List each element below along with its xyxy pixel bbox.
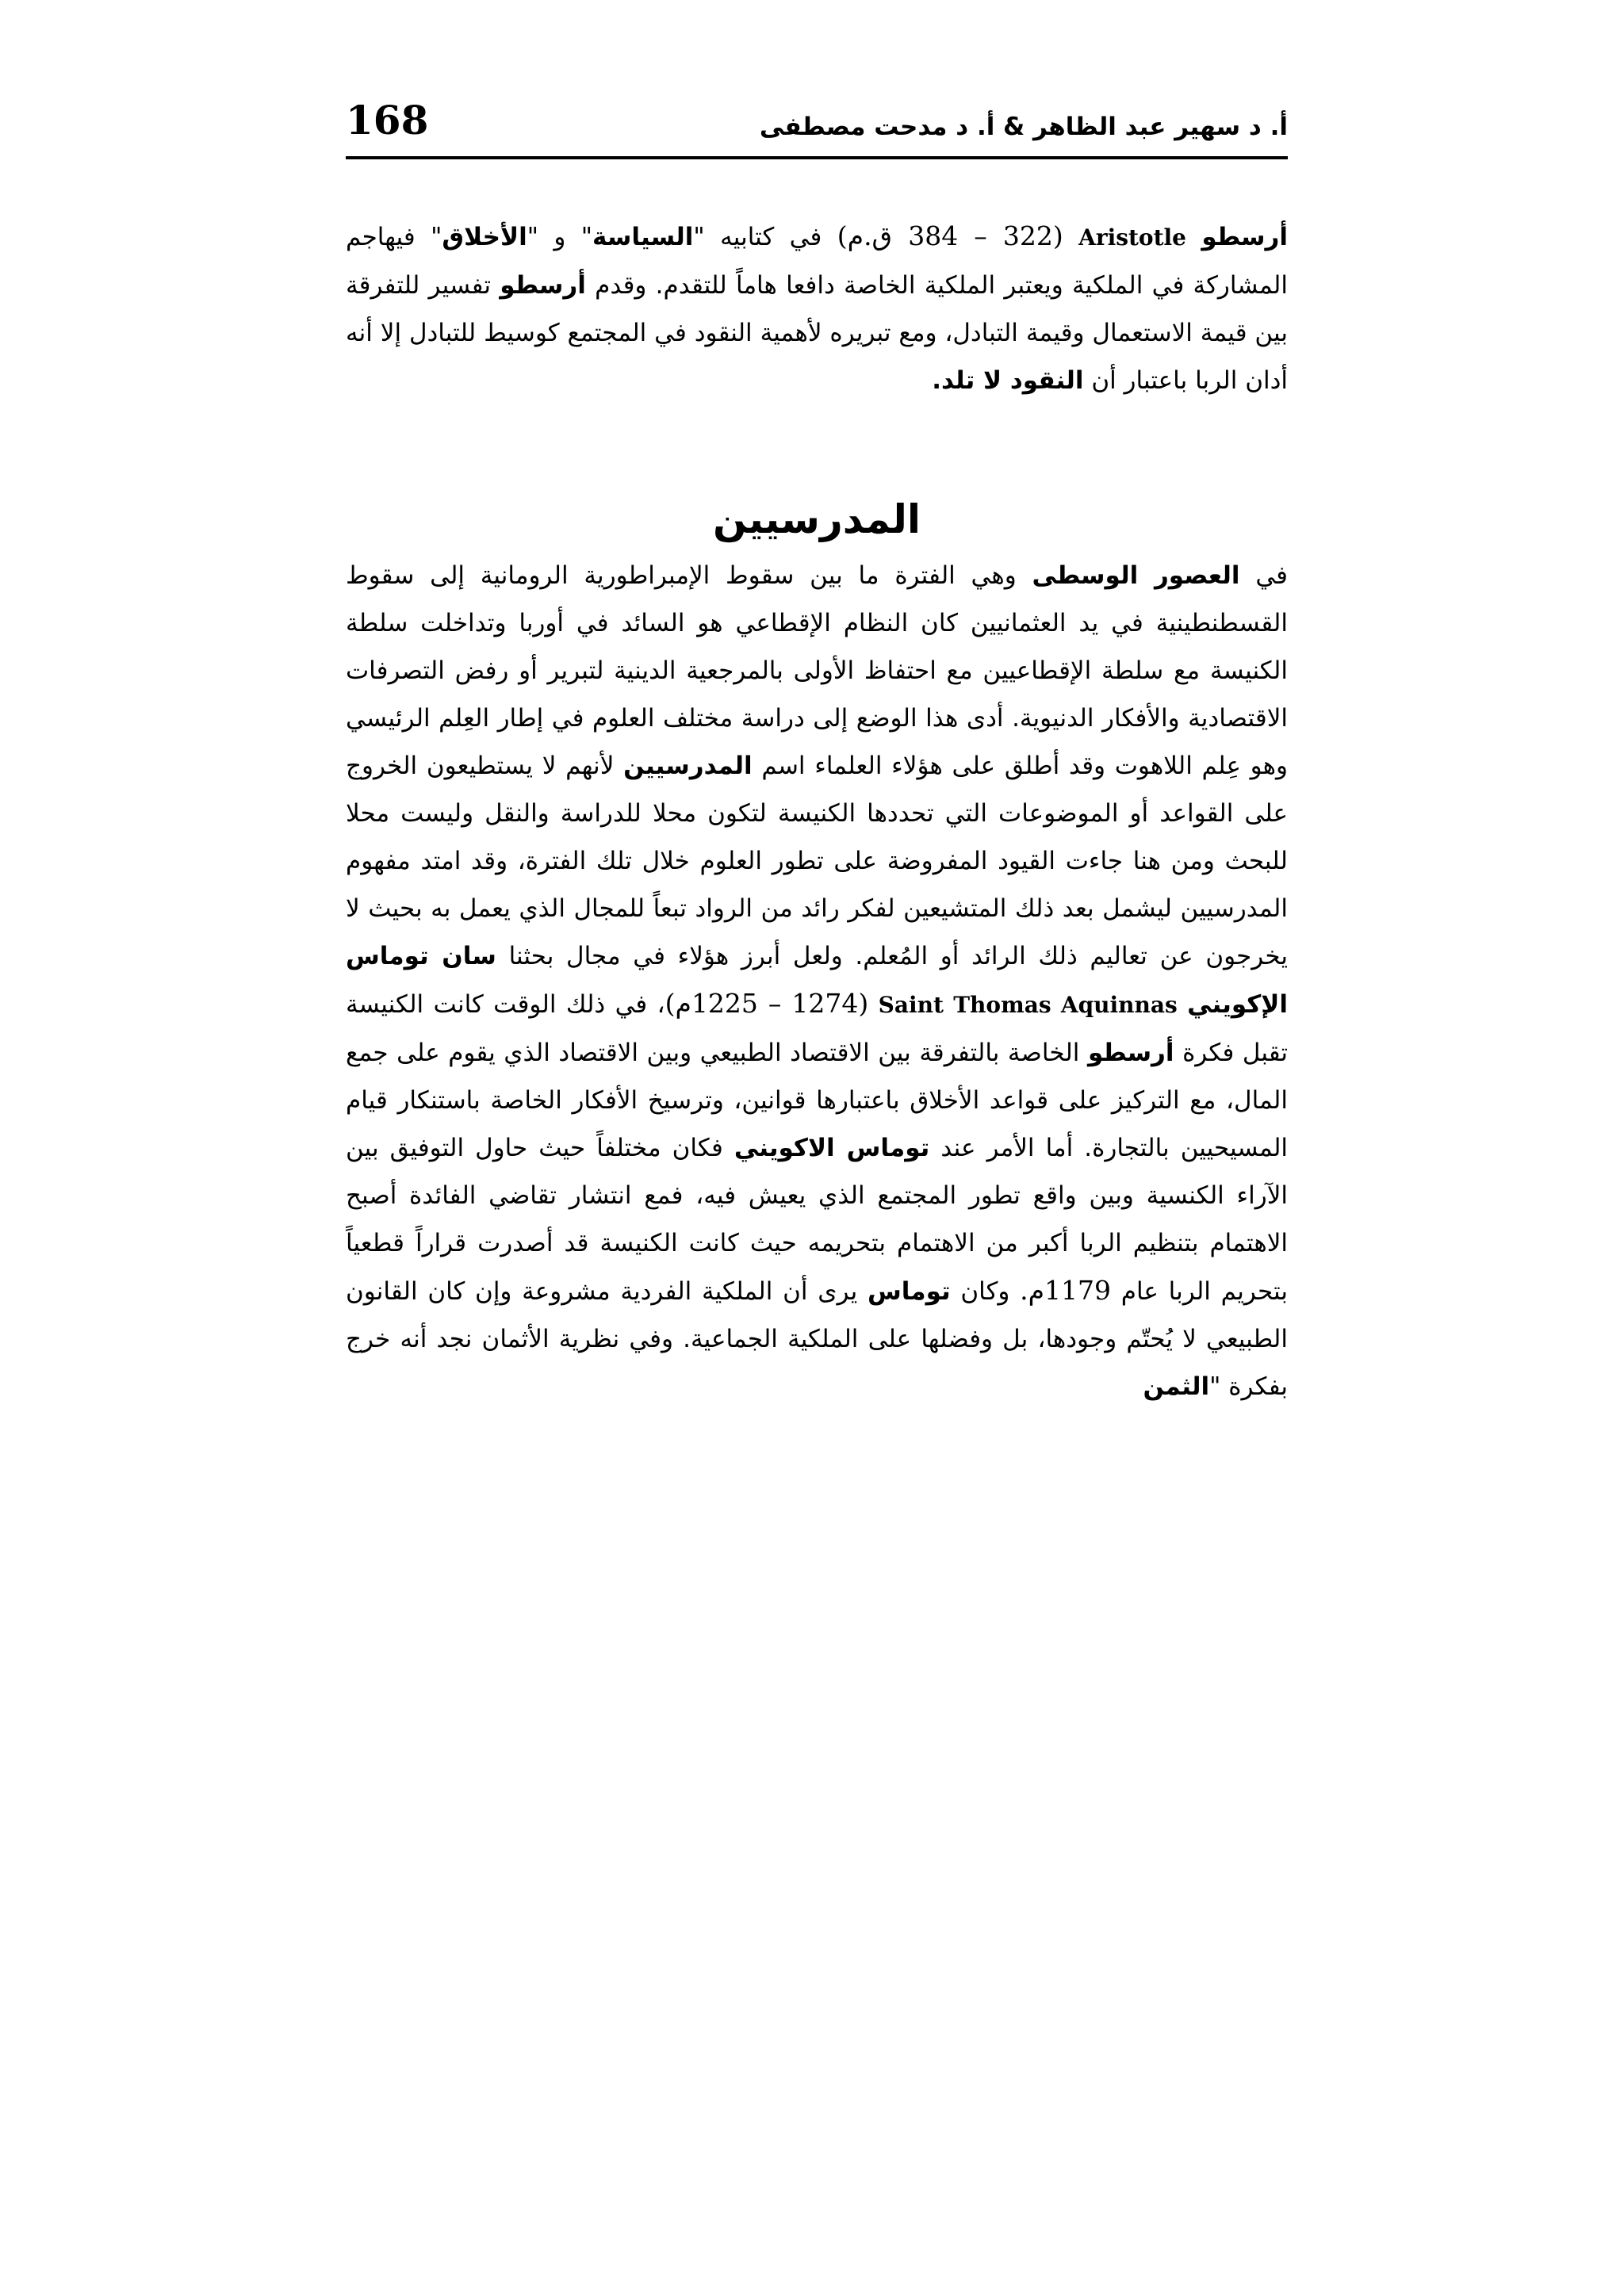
bold-term: الأخلاق <box>442 223 527 251</box>
running-head-authors: أ. د سهير عبد الظاهر & أ. د مدحت مصطفى <box>759 113 1288 141</box>
text-run: " و " <box>527 223 593 251</box>
intro-paragraph <box>346 212 1288 404</box>
text-run: ، في ذلك الوقت كانت الكنيسة تقبل فكرة <box>346 990 1289 1067</box>
text-run: وكان <box>960 1277 1010 1306</box>
text-run: يرى أن الملكية الفردية مشروعة وإن كان القانون الطبيعي لا يُحتّم وجودها، بل وفضلها على الملكية الجماعية. وفي نظرية الأثمان نجد أنه خرج بفكرة " <box>346 1277 1288 1401</box>
bold-term: سان توماس الإكويني <box>346 942 1289 1019</box>
bold-term: النقود لا تلد. <box>932 366 1084 395</box>
text-run: تفسير للتفرقة بين قيمة الاستعمال وقيمة التبادل، ومع تبريره لأهمية النقود في المجتمع كوسيط للتبادل إلا أنه أدان الربا باعتبار أن <box>346 271 1288 395</box>
text-run: فكان مختلفاً حيث حاول التوفيق بين الآراء الكنسية وبين واقع تطور المجتمع الذي يعيش فيه، فمع انتشار تقاضي الفائدة أصبح الاهتمام بتنظيم الربا أكبر من الاهتمام بتحريمه حيث كانت الكنيسة قد أصدرت قراراً قطعياً بتحريم الربا عام <box>346 1134 1288 1306</box>
page-header <box>346 95 1288 159</box>
header-rule <box>346 156 1288 159</box>
text-run: الخاصة بالتفرقة بين الاقتصاد الطبيعي وبين الاقتصاد الذي يقوم على جمع المال، مع التركيز على قواعد الأخلاق باعتبارها قوانين، وترسيخ الأفكار الخاصة باستنكار قيام المسيحيين بالتجارة. أما الأمر عند <box>346 1039 1289 1162</box>
page-body <box>346 212 1288 1410</box>
date-range: (384 – 322 ق.م) <box>837 220 1063 251</box>
bold-term: أرسطو <box>1087 1039 1174 1067</box>
text-run: لأنهم لا يستطيعون الخروج على القواعد أو الموضوعات التي تحددها الكنيسة لتكون محلا للدراسة والنقل وليست محلا للبحث ومن هنا جاءت القيود المفروضة على تطور العلوم خلال تلك الفترة، وقد امتد مفهوم المدرسيين ليشمل بعد ذلك المتشيعين لفكر رائد من الرواد تبعاً للمجال الذي يعمل به بحيث لا يخرجون عن تعاليم ذلك الرائد أو المُعلم. ولعل أبرز هؤلاء في مجال بحثنا <box>346 752 1289 970</box>
bold-term: الثمن <box>1143 1372 1210 1401</box>
text-run: " فيهاجم المشاركة في الملكية ويعتبر الملكية الخاصة دافعا هاماً للتقدم. وقدم <box>346 223 1288 300</box>
date-range: (1225 – 1274م) <box>665 988 869 1019</box>
page-number: 168 <box>346 97 429 144</box>
bold-term: توماس <box>867 1277 951 1306</box>
year-number: 1179م. <box>1020 1275 1112 1306</box>
latin-term: Aristotle <box>1078 224 1186 251</box>
text-run: وهي الفترة ما بين سقوط الإمبراطورية الرومانية إلى سقوط القسطنطينية في يد العثمانيين كان النظام الإقطاعي هو السائد في أوربا وتداخلت سلطة الكنيسة مع سلطة الإقطاعيين مع احتفاظ الأولى بالمرجعية الدينية لتبرير أو رفض التصرفات الاقتصادية والأفكار الدنيوية. أدى هذا الوضع إلى دراسة مختلف العلوم في إطار العِلم الرئيسي وهو عِلم اللاهوت وقد أطلق على هؤلاء العلماء اسم <box>346 561 1288 780</box>
bold-term: أرسطو <box>500 271 586 300</box>
text-run: في كتابيه " <box>693 223 822 251</box>
bold-term: المدرسيين <box>623 752 753 780</box>
text-run: في <box>1255 561 1288 590</box>
bold-term: السياسة <box>592 223 694 251</box>
bold-term: توماس الاكويني <box>733 1134 930 1162</box>
bold-term: العصور الوسطى <box>1032 561 1240 590</box>
scholastics-paragraph <box>346 552 1288 1410</box>
section-title: المدرسيين <box>712 496 921 542</box>
bold-term: أرسطو <box>1201 223 1289 251</box>
latin-term: Saint Thomas Aquinnas <box>878 992 1178 1018</box>
